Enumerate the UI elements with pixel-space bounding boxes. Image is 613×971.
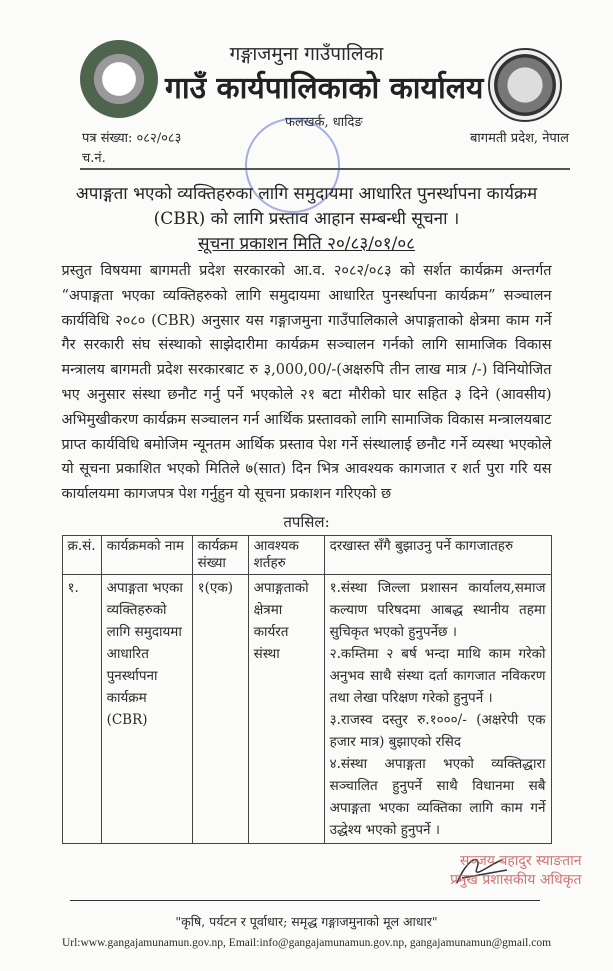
signature-area bbox=[62, 848, 582, 896]
header-divider bbox=[80, 168, 570, 170]
header-documents: दरखास्त सँगै बुझाउनु पर्ने कागजातहरु bbox=[324, 535, 551, 574]
cell-count: १(एक) bbox=[192, 574, 248, 843]
municipality-logo bbox=[488, 48, 562, 122]
document-item: ४.संस्था अपाङ्गता भएको व्यक्तिद्धारा सञ्चालित हुनुपर्ने साथै विधानमा सबै अपाङ्गता भएका व्यक्तिका लागि काम गर्ने उद्धेश्य भएको हुनुपर्ने । bbox=[329, 755, 546, 838]
office-name: गाउँ कार्यपालिकाको कार्यालय bbox=[165, 71, 484, 106]
header-conditions: आवश्यक शर्तहरु bbox=[248, 535, 324, 574]
signatory-stamp bbox=[450, 852, 581, 890]
document-item: २.कम्तिमा २ बर्ष भन्दा माथि काम गरेको अनुभव साथै संस्था दर्ता कागजात नविकरण तथा लेखा परिक्षण गरेको हुनुपर्ने । bbox=[329, 645, 546, 706]
footer-divider bbox=[70, 900, 540, 901]
nepal-government-emblem bbox=[80, 40, 158, 118]
letter-number: पत्र संख्या: ०८२/०८३ bbox=[82, 131, 182, 146]
document-item: १.संस्था जिल्ला प्रशासन कार्यालय,समाज कल्याण परिषदमा आबद्ध स्थानीय तहमा सुचिकृत भएको हुनुपर्नेछ । bbox=[329, 579, 546, 640]
cell-sn: १. bbox=[62, 574, 101, 843]
header-count: कार्यक्रम संख्या bbox=[192, 535, 248, 574]
cell-conditions: अपाङ्गताको क्षेत्रमा कार्यरत संस्था bbox=[248, 574, 324, 843]
footer bbox=[0, 900, 613, 971]
notice-title-line1: अपाङ्गता भएको व्यक्तिहरुका लागि समुदायमा आधारित पुनर्स्थापना कार्यक्रम bbox=[75, 184, 538, 204]
details-label: तपसिल: bbox=[283, 512, 330, 531]
document-item: ३.राजस्व दस्तुर रु.१०००/- (अक्षरेपी एक हजार मात्र) बुझाएको रसिद bbox=[329, 711, 546, 750]
table-row bbox=[62, 574, 551, 843]
header-sn: क्र.सं. bbox=[62, 535, 101, 574]
footer-slogan: "कृषि, पर्यटन र पूर्वाधार; समृद्ध गङ्गाजमुनाको मूल आधार" bbox=[175, 913, 438, 929]
notice-content bbox=[61, 176, 582, 896]
publish-date: सूचना प्रकाशन मिति २०/८३/०१/०८ bbox=[197, 234, 416, 254]
cell-program: अपाङ्गता भएका व्यक्तिहरुको लागि समुदायमा आधारित पुनर्स्थापना कार्यक्रम (CBR) bbox=[101, 574, 192, 843]
notice-body: प्रस्तुत विषयमा बागमती प्रदेश सरकारको आ.व. २०८२/०८३ को सर्शत कार्यक्रम अन्तर्गत “अपाङ्गता भएका व्यक्तिहरुको लागि समुदायमा आधारित पुनर्स्थापना कार्यक्रम” सञ्चालन कार्यविधि २०८० (CBR) अनुसार यस गङ्गाजमुना गाउँपालिकाले अपाङ्गताको क्षेत्रमा काम गर्ने गैर सरकारी संघ संस्थाको साझेदारीमा कार्यक्रम सञ्चालन गर्नको लागि सामाजिक विकास मन्त्रालय बागमती प्रदेश सरकारबाट रु ३,000,00/-(अक्षरुपि तीन लाख मात्र /-) विनियोजित भए अनुसार संस्था छनौट गर्नु पर्ने भएकोले २१ बटा मौरीको घार सहित ३ दिने (आवसीय) अभिमुखीकरण कार्यक्रम सञ्चालन गर्न आर्थिक प्रस्तावको लागि सामाजिक विकास मन्त्रालयबाट प्राप्त कार्यविधि बमोजिम न्यूनतम आर्थिक प्रस्ताव पेश गर्ने संस्थालाई छनौट गर्ने व्यस्था भएकोले यो सूचना प्रकाशित भएको मितिले ७(सात) दिन भित्र आवश्यक कागजात र शर्त पुरा गरि यस कार्यालयमा कागजपत्र पेश गर्नुहुन यो सूचना प्रकाशन गरिएको छ bbox=[61, 263, 552, 503]
signatory-name: सञ्जय बहादुर स्याङतान bbox=[459, 852, 582, 869]
requirements-table bbox=[62, 535, 552, 844]
municipality-name: गङ्गाजमुना गाउँपालिका bbox=[229, 43, 384, 65]
letterhead bbox=[0, 0, 613, 176]
office-address: फलखर्क, धादिङ bbox=[285, 115, 363, 130]
table-header-row bbox=[62, 535, 551, 574]
header-program: कार्यक्रमको नाम bbox=[101, 535, 192, 574]
dispatch-number: च.नं. bbox=[82, 151, 106, 166]
notice-title-line2: (CBR) को लागि प्रस्ताव आहान सम्बन्धी सूचना । bbox=[153, 209, 460, 229]
signatory-title: प्रमुख प्रशासकीय अधिकृत bbox=[450, 871, 582, 888]
cell-documents bbox=[324, 574, 551, 843]
footer-contact: Url:www.gangajamunamun.gov.np, Email:info@gangajamunamun.gov.np, gangajamunamun@gmail.com bbox=[61, 936, 552, 949]
province-label: बागमती प्रदेश, नेपाल bbox=[470, 131, 569, 146]
